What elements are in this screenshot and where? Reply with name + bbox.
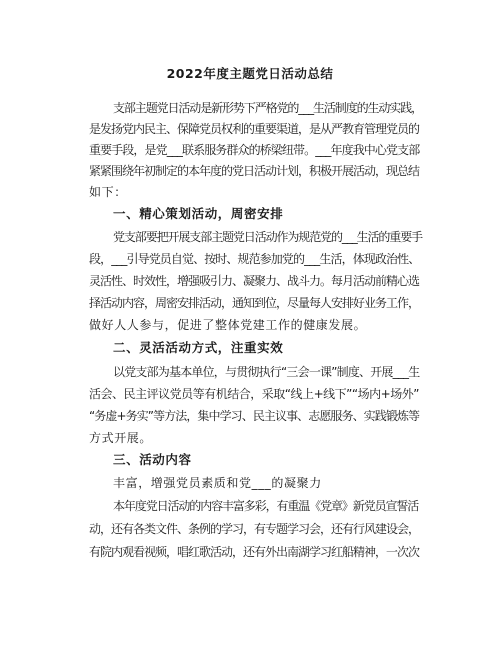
paragraph-line: 丰富，增强党员素质和党___的凝聚力 — [113, 476, 322, 490]
paragraph-line: 有院内观看视频，唱红歌活动，还有外出南湖学习红船精神，一次次 — [89, 545, 420, 559]
paragraph-line: 重要手段，是党___联系服务群众的桥梁纽带。___年度我中心党支部 — [89, 143, 420, 157]
section-heading-3: 三、活动内容 — [113, 452, 192, 467]
paragraph-line: 是发扬党内民主、保障党员权利的重要渠道，是从严教育管理党员的 — [89, 122, 420, 136]
section-heading-1: 一、精心策划活动，周密安排 — [113, 206, 284, 221]
section-heading-2: 二、灵活活动方式，注重实效 — [113, 340, 284, 355]
paragraph-line: 支部主题党日活动是新形势下严格党的___生活制度的生动实践， — [113, 101, 423, 115]
paragraph-line: 灵活性、时效性，增强吸引力、凝聚力、战斗力。每月活动前精心选 — [89, 274, 420, 288]
paragraph-line: 动，还有各类文件、条例的学习，有专题学习会，还有行风建设会， — [89, 522, 420, 536]
paragraph-line: 做好人人参与，促进了整体党建工作的健康发展。 — [89, 318, 367, 332]
paragraph-line: 如下： — [89, 185, 127, 199]
paragraph-line: “务虚+务实”等方法，集中学习、民主议事、志愿服务、实践锻炼等 — [89, 409, 419, 423]
paragraph-line: 方式开展。 — [89, 431, 153, 445]
paragraph-line: 活会、民主评议党员等有机结合，采取“线上+线下”“场内+场外” — [89, 387, 419, 401]
paragraph-line: 段，___引导党员自觉、按时、规范参加党的___生活，体现政治性、 — [89, 252, 420, 266]
paragraph-line: 择活动内容，周密安排活动，通知到位，尽量每人安排好业务工作， — [89, 296, 420, 310]
paragraph-line: 党支部要把开展支部主题党日活动作为规范党的___生活的重要手 — [113, 230, 423, 244]
document-title: 2022年度主题党日活动总结 — [166, 66, 334, 81]
paragraph-line: 以党支部为基本单位，与贯彻执行“三会一课”制度、开展___生 — [113, 365, 420, 379]
paragraph-line: 紧紧围绕年初制定的本年度的党日活动计划，积极开展活动，现总结 — [89, 164, 420, 178]
paragraph-line: 本年度党日活动的内容丰富多彩，有重温《党章》新党员宣誓活 — [113, 499, 419, 513]
